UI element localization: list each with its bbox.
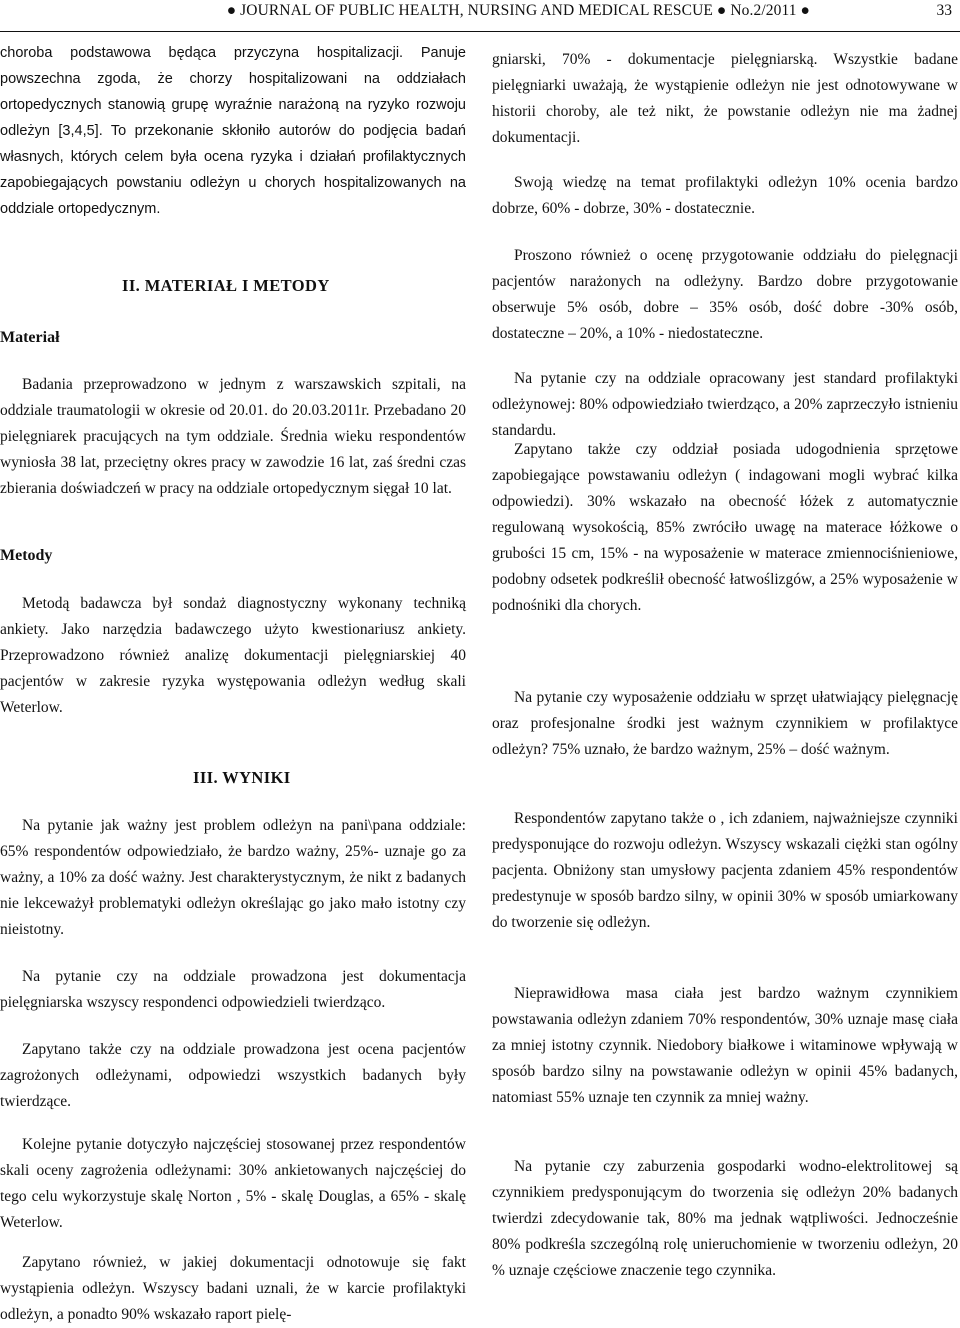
results-paragraph: Swoją wiedzę na temat profilaktyki odleżyn 10% ocenia bardzo dobrze, 60% - dobrze, 30% - dostatecznie. <box>492 174 958 217</box>
results-paragraph: Respondentów zapytano także o , ich zdaniem, najważniejsze czynniki predysponujące do rozwoju odleżyn. Wszyscy wskazali ciężki stan ogólny pacjenta. Obniżony stan umysłowy pacjenta zdaniem 45% respondentów predestynuje w sposób bardzo silny, w opinii 30% w sposób umiarkowany do tworzenie się odleżyn. <box>492 810 958 931</box>
results-paragraph: Na pytanie czy na oddziale opracowany jest standard profilaktyki odleżynowej: 80% odpowiedziało twierdząco, a 20% zaprzeczyło istnieniu standardu. <box>492 370 958 439</box>
material-paragraph: Badania przeprowadzono w jednym z warszawskich szpitali, na oddziale traumatologii w okresie od 20.01. do 20.03.2011r. Przebadano 20 pielęgniarek pracujących na tym oddziale. Średnia wieku respondentów wyniosła 38 lat, przeciętny okres pracy w zawodzie 16 lat, zaś średni czas zbierania doświadczeń w pracy na oddziale ortopedycznym sięgał 10 lat. <box>0 376 466 497</box>
journal-header: ● JOURNAL OF PUBLIC HEALTH, NURSING AND MEDICAL RESCUE ● No.2/2011 ● <box>226 2 810 19</box>
results-paragraph: Zapytano także czy oddział posiada udogodnienia sprzętowe zapobiegające powstawaniu odleżyn ( indagowani mogli wybrać kilka odpowiedzi). 30% wskazało na obecność łóżek z automatycznie regulowaną wysokością, 85% zwróciło uwagę na materace łóżkowe o grubości 15 cm, 15% - na wyposażenie w materace zmiennociśnieniowe, podobny odsetek podkreślił obecność łatwoślizgów, a 25% wyposażenie w podnośniki dla chorych. <box>492 441 958 614</box>
results-paragraph: Na pytanie czy zaburzenia gospodarki wodno-elektrolitowej są czynnikiem predysponującym do tworzenia się odleżyn 20% badanych twierdzi zdecydowanie tak, 80% ma jednak wątpliwości. Jednocześnie 80% podkreśla szczególną rolę unieruchomienie w tworzeniu odleżyn, 20 % uznaje częściowe znaczenie tego czynnika. <box>492 1158 958 1279</box>
material-heading: Materiał <box>0 329 60 346</box>
results-paragraph: Proszono również o ocenę przygotowanie oddziału do pielęgnacji pacjentów narażonych na odleżyny. Bardzo dobre przygotowanie obserwuje 5% osób, dobre – 35% osób, dość dobre -30% osób, dostateczne – 20%, a 10% - niedostateczne. <box>492 247 958 342</box>
header-rule <box>0 31 960 32</box>
metody-paragraph: Metodą badawcza był sondaż diagnostyczny wykonany techniką ankiety. Jako narzędzia badawczego użyto kwestionariusz ankiety. Przeprowadzono również analizę dokumentacji pielęgniarskiej 40 pacjentów w zakresie ryzyka występowania odleżyn według skali Weterlow. <box>0 595 466 716</box>
intro-paragraph: choroba podstawowa będąca przyczyna hospitalizacji. Panuje powszechna zgoda, że chorzy hospitalizowani na oddziałach ortopedycznych stanowią grupę wyraźnie narażoną na ryzyko rozwoju odleżyn [3,4,5]. To przekonanie skłoniło autorów do podjęcia badań własnych, których celem była ocena ryzyka i działań profilaktycznych zapobiegających powstaniu odleżyn u chorych hospitalizowanych na oddziale ortopedycznym. <box>0 45 466 217</box>
results-paragraph: Zapytano także czy na oddziale prowadzona jest ocena pacjentów zagrożonych odleżynami, odpowiedzi wszystkich badanych były twierdzące. <box>0 1041 466 1110</box>
section-title-results: III. WYNIKI <box>193 768 291 787</box>
results-paragraph: gniarski, 70% - dokumentacje pielęgniarską. Wszystkie badane pielęgniarki uważają, że wystąpienie odleżyn nie jest odnotowywane w historii choroby, ale też nikt, że powstanie odleżyn nie ma żadnej dokumentacji. <box>492 51 958 146</box>
results-paragraph: Na pytanie jak ważny jest problem odleżyn na pani\pana oddziale: 65% respondentów odpowiedziało, że bardzo ważny, 25%- uznaje go za ważny, a 10% za dość ważny. Jest charakterystycznym, że nikt z badanych nie lekceważył problematyki odleżyn określając go jako mało istotny czy nieistotny. <box>0 817 466 938</box>
results-paragraph: Na pytanie czy na oddziale prowadzona jest dokumentacja pielęgniarska wszyscy respondenci odpowiedzieli twierdząco. <box>0 968 466 1011</box>
page-header <box>0 0 960 24</box>
results-paragraph: Kolejne pytanie dotyczyło najczęściej stosowanej przez respondentów skali oceny zagrożenia odleżynami: 30% ankietowanych najczęściej do tego celu wykorzystuje skalę Norton , 5% - skalę Douglas, a 65% - skalę Weterlow. <box>0 1136 466 1231</box>
metody-heading: Metody <box>0 547 53 564</box>
section-title-methods: II. MATERIAŁ I METODY <box>122 276 330 295</box>
results-paragraph: Na pytanie czy wyposażenie oddziału w sprzęt ułatwiający pielęgnację oraz profesjonalne środki jest ważnym czynnikiem w profilaktyce odleżyn? 75% uznało, że bardzo ważnym, 25% – dość ważnym. <box>492 689 958 758</box>
page-number: 33 <box>936 2 952 19</box>
results-paragraph: Nieprawidłowa masa ciała jest bardzo ważnym czynnikiem powstawania odleżyn zdaniem 70% respondentów, 30% uznaje masę ciała za mniej istotny czynnik. Niedobory białkowe i witaminowe wpływają w sposób bardzo silny na powstawanie odleżyn w opinii 45% badanych, natomiast 55% uznaje ten czynnik za mniej ważny. <box>492 985 958 1106</box>
results-paragraph: Zapytano również, w jakiej dokumentacji odnotowuje się fakt wystąpienia odleżyn. Wszyscy badani uznali, że w karcie profilaktyki odleżyn, a ponadto 90% wskazało raport pielę- <box>0 1254 466 1323</box>
